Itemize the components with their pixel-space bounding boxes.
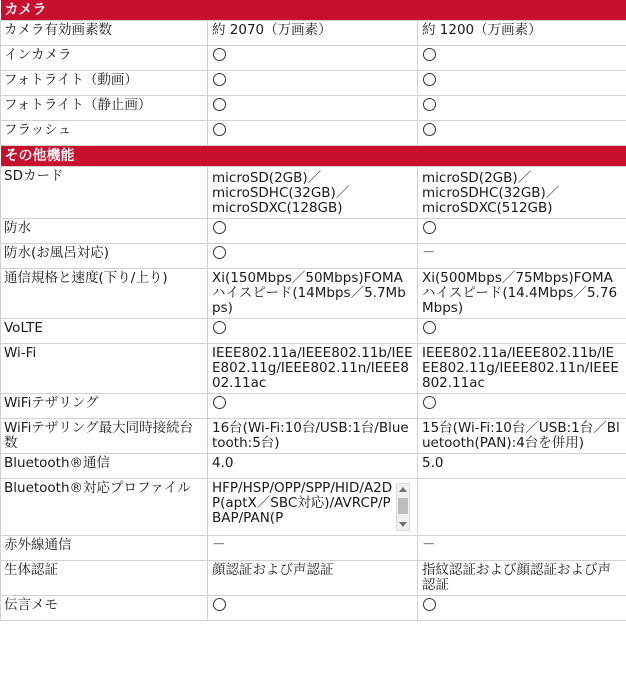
cell-model-a <box>208 479 418 536</box>
supported-circle-icon <box>213 321 226 334</box>
row-label: フォトライト（動画） <box>1 71 208 96</box>
cell-model-b <box>418 71 626 96</box>
section-other <box>1 146 626 167</box>
row-label: WiFiテザリング最大同時接続台数 <box>1 419 208 454</box>
row-label: 防水(お風呂対応) <box>1 244 208 269</box>
row-label: SDカード <box>1 167 208 219</box>
row-label: フラッシュ <box>1 121 208 146</box>
row-label: 防水 <box>1 219 208 244</box>
table-row <box>1 344 626 394</box>
cell-model-a <box>208 319 418 344</box>
cell-model-a: 顔認証および声認証 <box>208 561 418 596</box>
cell-model-a: Xi(150Mbps／50Mbps)FOMAハイスピード(14Mbps／5.7Mbps) <box>208 269 418 319</box>
cell-model-a: 16台(Wi-Fi:10台/USB:1台/Bluetooth:5台) <box>208 419 418 454</box>
supported-circle-icon <box>423 598 436 611</box>
supported-circle-icon <box>423 396 436 409</box>
row-label: Bluetooth®通信 <box>1 454 208 479</box>
row-label: WiFiテザリング <box>1 394 208 419</box>
cell-model-b <box>418 479 626 536</box>
table-row <box>1 536 626 561</box>
vertical-scrollbar[interactable] <box>396 483 410 531</box>
row-label: Bluetooth®対応プロファイル <box>1 479 208 536</box>
row-label: フォトライト（静止画） <box>1 96 208 121</box>
cell-model-a <box>208 167 418 219</box>
supported-circle-icon <box>423 123 436 136</box>
cell-model-a: 約 2070（万画素） <box>208 21 418 46</box>
supported-circle-icon <box>423 73 436 86</box>
cell-model-a <box>208 71 418 96</box>
row-label: 生体認証 <box>1 561 208 596</box>
row-label: インカメラ <box>1 46 208 71</box>
supported-circle-icon <box>213 246 226 259</box>
table-row <box>1 21 626 46</box>
table-row <box>1 244 626 269</box>
profile-scroll-box[interactable] <box>212 481 413 533</box>
section-title-camera: カメラ <box>1 0 626 21</box>
supported-circle-icon <box>423 221 436 234</box>
sd-line: microSDXC(512GB) <box>422 200 553 216</box>
sd-line: microSDXC(128GB) <box>212 200 343 216</box>
profile-text: HFP/HSP/OPP/SPP/HID/A2DP(aptX／SBC対応)/AVRCP/PBAP/PAN(P <box>212 481 393 526</box>
cell-model-b: 15台(Wi-Fi:10台／USB:1台／Bluetooth(PAN):4台を併用) <box>418 419 626 454</box>
cell-model-b <box>418 219 626 244</box>
scroll-down-arrow-icon[interactable] <box>399 522 407 527</box>
cell-model-b <box>418 167 626 219</box>
cell-model-a <box>208 244 418 269</box>
cell-model-b: 指紋認証および顔認証および声認証 <box>418 561 626 596</box>
table-row <box>1 71 626 96</box>
cell-model-a <box>208 394 418 419</box>
section-camera <box>1 0 626 21</box>
cell-model-b <box>418 319 626 344</box>
cell-model-b: － <box>418 536 626 561</box>
scroll-up-arrow-icon[interactable] <box>399 487 407 492</box>
supported-circle-icon <box>213 221 226 234</box>
table-row <box>1 319 626 344</box>
cell-model-a <box>208 219 418 244</box>
scroll-thumb[interactable] <box>398 498 408 514</box>
row-label: 伝言メモ <box>1 596 208 621</box>
supported-circle-icon <box>213 98 226 111</box>
cell-model-a <box>208 596 418 621</box>
cell-model-b <box>418 46 626 71</box>
sd-line: microSDHC(32GB)／ <box>422 185 560 201</box>
cell-model-a: 4.0 <box>208 454 418 479</box>
table-row <box>1 454 626 479</box>
table-row <box>1 479 626 536</box>
cell-model-b <box>418 394 626 419</box>
table-row <box>1 561 626 596</box>
cell-model-a: － <box>208 536 418 561</box>
table-row <box>1 219 626 244</box>
supported-circle-icon <box>213 48 226 61</box>
cell-model-a <box>208 121 418 146</box>
supported-circle-icon <box>213 396 226 409</box>
cell-model-b: Xi(500Mbps／75Mbps)FOMAハイスピード(14.4Mbps／5.76Mbps) <box>418 269 626 319</box>
table-row <box>1 46 626 71</box>
table-row <box>1 167 626 219</box>
sd-line: microSDHC(32GB)／ <box>212 185 350 201</box>
cell-model-a <box>208 46 418 71</box>
table-row <box>1 596 626 621</box>
section-title-other: その他機能 <box>1 146 626 167</box>
row-label: 赤外線通信 <box>1 536 208 561</box>
supported-circle-icon <box>423 321 436 334</box>
cell-model-b: 約 1200（万画素） <box>418 21 626 46</box>
table-row <box>1 394 626 419</box>
sd-line: microSD(2GB)／ <box>422 170 532 186</box>
supported-circle-icon <box>213 73 226 86</box>
supported-circle-icon <box>213 598 226 611</box>
cell-model-b <box>418 96 626 121</box>
cell-model-a <box>208 96 418 121</box>
sd-line: microSD(2GB)／ <box>212 170 322 186</box>
row-label: Wi-Fi <box>1 344 208 394</box>
row-label: VoLTE <box>1 319 208 344</box>
table-row <box>1 121 626 146</box>
table-row <box>1 96 626 121</box>
table-row <box>1 269 626 319</box>
cell-model-b: IEEE802.11a/IEEE802.11b/IEEE802.11g/IEEE802.11n/IEEE802.11ac <box>418 344 626 394</box>
supported-circle-icon <box>213 123 226 136</box>
cell-model-a: IEEE802.11a/IEEE802.11b/IEEE802.11g/IEEE802.11n/IEEE802.11ac <box>208 344 418 394</box>
cell-model-b: － <box>418 244 626 269</box>
cell-model-b <box>418 121 626 146</box>
table-row <box>1 419 626 454</box>
supported-circle-icon <box>423 98 436 111</box>
row-label: 通信規格と速度(下り/上り) <box>1 269 208 319</box>
cell-model-b: 5.0 <box>418 454 626 479</box>
row-label: カメラ有効画素数 <box>1 21 208 46</box>
cell-model-b <box>418 596 626 621</box>
supported-circle-icon <box>423 48 436 61</box>
